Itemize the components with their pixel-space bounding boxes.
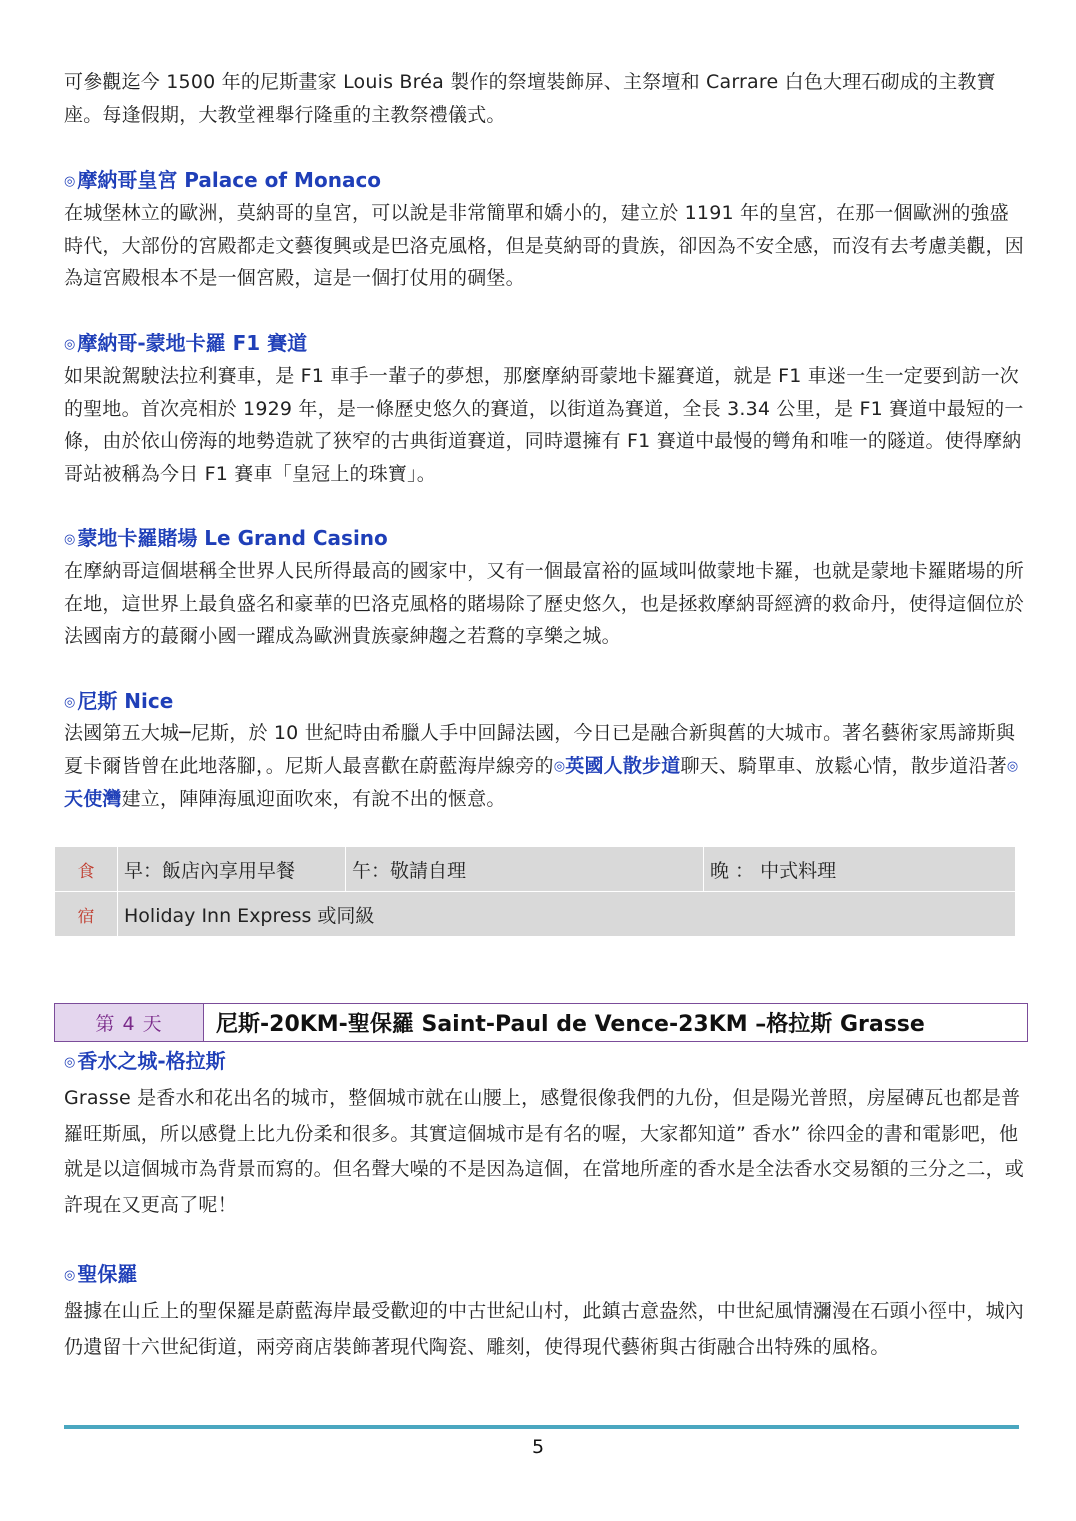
breakfast-cell: 早：飯店內享用早餐 — [118, 847, 346, 892]
day-title: 尼斯-20KM-聖保羅 Saint-Paul de Vence-23KM –格拉斯 Grasse — [216, 1012, 925, 1037]
intro-paragraph: 可參觀迄今 1500 年的尼斯畫家 Louis Bréa 製作的祭壇裝飾屏、主祭壇和 Carrare 白色大理石砌成的主教寶座。每逢假期，大教堂裡舉行隆重的主教祭禮儀式。 — [64, 71, 996, 126]
section-heading-casino: ◎ 蒙地卡羅賭場 Le Grand Casino — [64, 526, 388, 550]
meals-label: 食 — [55, 847, 118, 892]
lodging-row — [55, 892, 1016, 937]
section-paragraph-f1: 如果說駕駛法拉利賽車，是 F1 車手一輩子的夢想，那麼摩納哥蒙地卡羅賽道，就是 F1 車迷一生一定要到訪一次的聖地。首次亮相於 1929 年，是一條歷史悠久的賽道，以街道為賽道，全長 3.34 公里，是 F1 賽道中最短的一條，由於依山傍海的地勢造就了狹窄的古典街道賽道，同時還擁有 F1 賽道中最慢的彎角和唯一的隧道。使得摩納哥站被稱為今日 F1 賽車「皇冠上的珠寶」。 — [64, 365, 1024, 485]
section-paragraph-palace: 在城堡林立的歐洲，莫納哥的皇宮，可以說是非常簡單和嬌小的，建立於 1191 年的皇宮，在那一個歐洲的強盛時代，大部份的宮殿都走文藝復興或是巴洛克風格，但是莫納哥的貴族，卻因為不安全感，而沒有去考慮美觀，因為這宮殿根本不是一個宮殿，這是一個打仗用的碉堡。 — [64, 202, 1025, 289]
meals-table — [54, 846, 1016, 937]
section-heading-f1: ◎ 摩納哥-蒙地卡羅 F1 賽道 — [64, 331, 308, 355]
bullet-icon: ◎ — [64, 174, 76, 189]
section-paragraph-nice: 法國第五大城─尼斯，於 10 世紀時由希臘人手中回歸法國，今日已是融合新與舊的大城市。著名藝術家馬諦斯與夏卡爾皆曾在此地落腳，。尼斯人最喜歡在蔚藍海岸線旁的◎英國人散步道聊天、騎單車、放鬆心情，散步道沿著◎天使灣建立，陣陣海風迎面吹來，有說不出的愜意。 — [64, 722, 1019, 810]
section-heading-nice: ◎ 尼斯 Nice — [64, 689, 174, 713]
day-header — [54, 1003, 1028, 1042]
bullet-icon: ◎ — [64, 1055, 76, 1070]
section-heading-palace: ◎ 摩納哥皇宮 Palace of Monaco — [64, 168, 382, 192]
section-paragraph-casino: 在摩納哥這個堪稱全世界人民所得最高的國家中，又有一個最富裕的區域叫做蒙地卡羅，也就是蒙地卡羅賭場的所在地，這世界上最負盛名和豪華的巴洛克風格的賭場除了歷史悠久，也是拯救摩納哥經濟的救命丹，使得這個位於法國南方的蕞爾小國一躍成為歐洲貴族豪紳趨之若鶩的享樂之城。 — [64, 560, 1025, 647]
lodging-label: 宿 — [55, 892, 118, 937]
bullet-icon: ◎ — [1006, 758, 1019, 774]
dinner-cell: 晚 ： 中式料理 — [704, 847, 1016, 892]
lodging-cell: Holiday Inn Express 或同級 — [118, 892, 1016, 937]
footer-divider — [64, 1425, 1019, 1429]
section-paragraph-saint-paul: 盤據在山丘上的聖保羅是蔚藍海岸最受歡迎的中古世紀山村，此鎮古意盎然，中世紀風情瀰漫在石頭小徑中，城內仍遺留十六世紀街道，兩旁商店裝飾著現代陶瓷、雕刻，使得現代藝術與古街融合出特殊的風格。 — [64, 1300, 1025, 1358]
section-heading-grasse: ◎ 香水之城-格拉斯 — [64, 1049, 226, 1073]
bullet-icon: ◎ — [64, 695, 76, 710]
section-paragraph-grasse: Grasse 是香水和花出名的城市，整個城市就在山腰上，感覺很像我們的九份，但是陽光普照，房屋磚瓦也都是普羅旺斯風，所以感覺上比九份柔和很多。其實這個城市是有名的喔，大家都知道” 香水” 徐四金的書和電影吧，他就是以這個城市為背景而寫的。但名聲大噪的不是因為這個，在當地所產的香水是全法香水交易額的三分之二，或許現在又更高了呢！ — [64, 1087, 1025, 1216]
lunch-cell: 午：敬請自理 — [346, 847, 704, 892]
meals-row — [55, 847, 1016, 892]
page-number: 5 — [531, 1436, 545, 1458]
bullet-icon: ◎ — [64, 532, 76, 547]
bullet-icon: ◎ — [64, 1268, 76, 1283]
section-heading-saint-paul: ◎ 聖保羅 — [64, 1262, 138, 1286]
day-label: 第 4 天 — [55, 1004, 204, 1041]
highlight-baie-des-anges: 天使灣 — [64, 788, 122, 810]
highlight-promenade: 英國人散步道 — [565, 754, 681, 777]
bullet-icon: ◎ — [64, 337, 76, 352]
bullet-icon: ◎ — [553, 758, 566, 774]
